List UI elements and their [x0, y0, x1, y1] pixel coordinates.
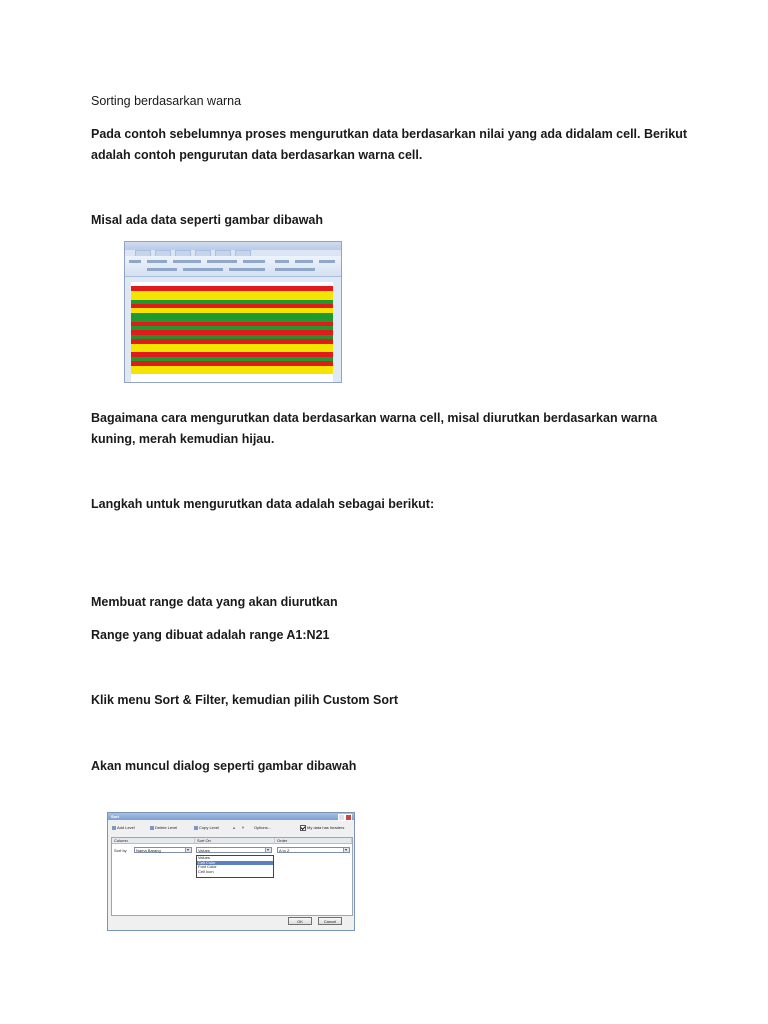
chevron-down-icon: [265, 848, 271, 852]
dialog-title-bar: [108, 813, 354, 820]
excel-screenshot: [124, 241, 342, 383]
steps-paragraph: Langkah untuk mengurutkan data adalah sebagai berikut:: [91, 497, 435, 511]
sort-on-dropdown-list[interactable]: [196, 855, 274, 878]
copy-level-button[interactable]: [194, 825, 219, 830]
delete-level-icon: [150, 826, 154, 830]
move-up-icon[interactable]: ▲: [232, 825, 236, 830]
excel-ribbon: [125, 256, 341, 277]
dialog-title: Sort: [111, 814, 119, 819]
step-dialog: Akan muncul dialog seperti gambar dibawah: [91, 759, 357, 773]
headers-label: My data has headers: [307, 825, 345, 831]
order-select[interactable]: [277, 847, 350, 853]
copy-level-icon: [194, 826, 198, 830]
sort-levels-grid: [111, 837, 353, 916]
chevron-down-icon: [185, 848, 191, 852]
question-paragraph: Bagaimana cara mengurutkan data berdasarkan warna cell, misal diurutkan berdasarkan warna kuning, merah kemudian hijau.: [91, 411, 658, 446]
step-make-range: Membuat range data yang akan diurutkan: [91, 595, 338, 609]
order-select-value: A to Z: [279, 848, 290, 853]
section-heading: Sorting berdasarkan warna: [91, 94, 242, 108]
move-down-icon[interactable]: ▼: [241, 825, 245, 830]
add-level-label: Add Level: [117, 825, 135, 830]
sort-on-select-value: Values: [198, 848, 210, 853]
excel-empty-row: [131, 379, 333, 383]
excel-grid: [125, 282, 341, 382]
headers-checkbox[interactable]: [300, 825, 344, 831]
delete-level-button[interactable]: [150, 825, 177, 830]
order-header: Order: [275, 838, 352, 844]
sort-on-header: Sort On: [195, 838, 275, 844]
help-icon[interactable]: [338, 814, 345, 821]
close-icon[interactable]: [345, 814, 352, 821]
column-header: Column: [112, 838, 195, 844]
step-custom-sort: Klik menu Sort & Filter, kemudian pilih Custom Sort: [91, 693, 398, 707]
sort-by-label: Sort by: [114, 848, 127, 853]
step-range-info: Range yang dibuat adalah range A1:N21: [91, 628, 330, 642]
options-button[interactable]: Options...: [254, 825, 272, 830]
option-font-color[interactable]: Font Color: [198, 864, 217, 870]
cancel-button[interactable]: Cancel: [318, 917, 342, 925]
add-level-icon: [112, 826, 116, 830]
add-level-button[interactable]: [112, 825, 135, 830]
column-select[interactable]: [134, 847, 192, 853]
copy-level-label: Copy Level: [199, 825, 220, 830]
sort-dialog-screenshot: [107, 812, 355, 931]
sort-on-select[interactable]: [196, 847, 272, 853]
option-values[interactable]: Values: [198, 855, 210, 860]
excel-title-bar: [125, 242, 341, 250]
example-paragraph: Misal ada data seperti gambar dibawah: [91, 213, 324, 227]
intro-paragraph: Pada contoh sebelumnya proses mengurutkan data berdasarkan nilai yang ada didalam cell. Berikut adalah contoh pengurutan data berdasarkan warna cell.: [91, 127, 688, 162]
checkbox-icon: [300, 825, 306, 831]
option-cell-color[interactable]: Cell Color: [197, 861, 273, 866]
ok-button[interactable]: OK: [288, 917, 312, 925]
option-cell-icon[interactable]: Cell Icon: [198, 868, 214, 874]
delete-level-label: Delete Level: [155, 825, 178, 830]
column-select-value: Nama Barang: [136, 848, 161, 853]
chevron-down-icon: [343, 848, 349, 852]
